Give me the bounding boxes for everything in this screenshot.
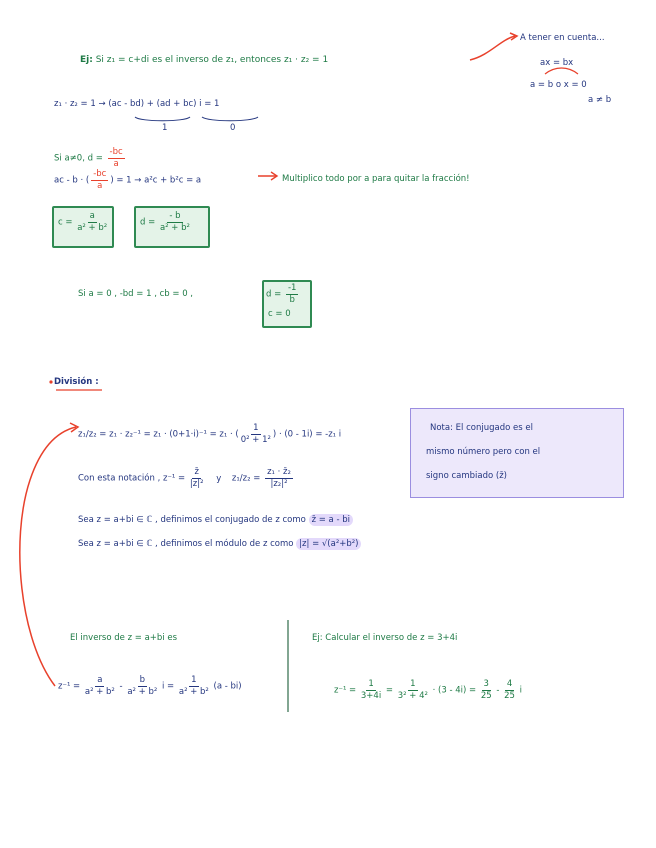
red-arrow-mult-head — [271, 172, 277, 180]
ej2-f4-den: 25 — [504, 690, 515, 701]
ej1-label: Ej: — [80, 55, 93, 65]
inv-minus: - — [119, 681, 123, 692]
inv-end: (a - bi) — [213, 681, 242, 692]
box-case-fraction — [286, 284, 298, 304]
box-c-content — [58, 212, 109, 232]
div-fraction — [241, 424, 271, 444]
ej2-f3-den: 25 — [480, 690, 492, 701]
div-line: z₁/z₂ = z₁ · z₂⁻¹ = z₁ · (0+1·i)⁻¹ = z₁ · ( $\frac{1}{\text{0² + 1²}}$ ) · (0 - 1i) = -z₁ i — [78, 423, 342, 445]
sea2-highlight: |z| = √(a²+b²) — [296, 538, 361, 550]
red-arrow-top-head — [510, 33, 517, 40]
box-c-lhs: c = — [58, 217, 73, 228]
notation-b: z₁/z₂ = — [231, 473, 261, 484]
note-right-title: A tener en cuenta... — [520, 33, 605, 43]
case-a0: Si a = 0 , -bd = 1 , cb = 0 , — [78, 289, 194, 299]
mult-frac-den: a — [97, 180, 103, 191]
cond-frac-num: -bc — [109, 147, 123, 157]
notation-line — [78, 468, 295, 488]
notation-frac1-den: |z|² — [189, 478, 204, 489]
box-c-num: a — [89, 211, 95, 221]
ej2-frac1 — [361, 680, 381, 700]
div-line-end: · (0 - 1i) = -z₁ i — [278, 429, 342, 440]
ej2-frac3 — [481, 680, 492, 700]
note-right-cases: a = b o x = 0 — [530, 80, 587, 90]
division-title: División : — [54, 377, 99, 387]
box-d-den: a² + b² — [159, 222, 190, 233]
ej2-lhs: z⁻¹ = — [334, 685, 357, 696]
box-case-num: -1 — [287, 283, 297, 293]
inv-frac3 — [179, 676, 209, 696]
box-d-content — [140, 212, 192, 232]
notation-a: Con esta notación , z⁻¹ = — [78, 473, 186, 484]
ej2-title: Ej: Calcular el inverso de z = 3+4i — [312, 633, 458, 643]
box-d-num: - b — [169, 211, 181, 221]
under-brace-imag — [202, 117, 258, 121]
inv-frac1 — [85, 676, 115, 696]
box-c-den: a² + b² — [77, 222, 108, 233]
inv-f1-num: a — [97, 675, 103, 685]
ej2-mid: · (3 - 4i) = — [432, 685, 477, 696]
box-d-lhs: d = — [140, 217, 156, 228]
notation-frac2-den: |z₂|² — [270, 478, 288, 489]
inv-f3-den: a² + b² — [178, 686, 209, 697]
cond-line — [54, 148, 127, 168]
red-arrow-top — [470, 36, 515, 60]
div-line-text: z₁/z₂ = z₁ · z₂⁻¹ = z₁ · (0+1·i)⁻¹ = z₁ · — [78, 429, 233, 440]
notation-frac2 — [265, 468, 293, 488]
mult-fraction — [91, 170, 108, 190]
mult-frac-num: -bc — [93, 169, 107, 179]
ej1-text: Si z₁ = c+di es el inverso de z₁, entonces z₁ · z₂ = 1 — [95, 55, 329, 65]
mult-line: ac - b · ( $\frac{-bc}{a}$ ) = 1 → a²c + b²c = a — [54, 169, 202, 191]
inv-line — [58, 676, 242, 696]
note-brace — [545, 68, 578, 74]
notation-y: y — [216, 473, 222, 484]
product-lhs: z₁ · z₂ = 1 → — [54, 99, 106, 109]
nota-line-1: Nota: El conjugado es el — [430, 423, 533, 433]
under-real: 1 — [162, 123, 168, 133]
sea1-highlight: z̄ = a - bi — [309, 514, 353, 526]
box-case-c: c = 0 — [268, 309, 291, 319]
ej2-f4-num: 4 — [506, 679, 513, 689]
inv-lhs: z⁻¹ = — [58, 681, 81, 692]
ej2-frac2 — [398, 680, 428, 700]
mult-line-b: = 1 → a²c + b²c = a — [116, 175, 202, 186]
product-real: (ac - bd) — [108, 99, 145, 109]
sea1-text: Sea z = a+bi ∈ ℂ , definimos el conjugado de z como — [78, 515, 306, 525]
mult-note: Multiplico todo por a para quitar la fracción! — [282, 174, 470, 184]
big-red-arrow — [20, 427, 76, 686]
inv-f2-den: a² + b² — [127, 686, 158, 697]
inv-f3-num: 1 — [191, 675, 197, 685]
division-bullet — [49, 380, 52, 383]
nota-line-3: signo cambiado (z̄) — [426, 471, 507, 481]
ej2-f3-num: 3 — [483, 679, 489, 689]
cond-fraction — [108, 148, 125, 168]
ej2-i: i — [519, 685, 523, 696]
box-case-d-lhs: d = — [266, 289, 282, 300]
inv-f1-den: a² + b² — [84, 686, 115, 697]
under-brace-real — [135, 117, 190, 121]
sea-modulo — [78, 540, 361, 549]
notation-frac2-num: z₁ · z̄₂ — [267, 467, 291, 477]
ej2-frac4 — [504, 680, 515, 700]
notation-frac1 — [190, 468, 204, 488]
note-right-neq: a ≠ b — [588, 95, 612, 105]
ej2-line — [334, 680, 522, 700]
ej2-f2-den: 3² + 4² — [397, 690, 428, 701]
sea2-text: Sea z = a+bi ∈ ℂ , definimos el módulo de z como — [78, 539, 294, 549]
box-d-fraction — [160, 212, 190, 232]
ej1-line — [80, 56, 328, 65]
under-imag: 0 — [230, 123, 236, 133]
div-frac-den: 0² + 1² — [240, 434, 271, 445]
ej2-minus: - — [496, 685, 500, 696]
inv-i-eq: i = — [161, 681, 175, 692]
ej2-eq: = — [385, 685, 394, 696]
div-frac-num: 1 — [253, 423, 259, 433]
nota-line-2: mismo número pero con el — [426, 447, 541, 457]
inv-f2-num: b — [139, 675, 145, 685]
inv-frac2 — [127, 676, 157, 696]
note-right-eq: ax = bx — [540, 58, 574, 68]
cond-frac-den: a — [113, 158, 119, 169]
product-line — [54, 100, 219, 109]
ej2-f2-num: 1 — [410, 679, 416, 689]
notation-frac1-num: z̄ — [194, 467, 199, 477]
sea-conjugado — [78, 516, 353, 525]
ej2-f1-num: 1 — [368, 679, 374, 689]
cond-text: Si a≠0, d = — [54, 153, 103, 164]
big-red-arrow-head — [70, 423, 78, 432]
product-imag: (ad + bc) i = 1 — [156, 99, 220, 109]
ej2-f1-den: 3+4i — [360, 690, 382, 701]
mult-line-a: ac - b · — [54, 175, 84, 186]
box-case-den: b — [289, 294, 295, 305]
product-plus: + — [146, 99, 154, 109]
box-c-fraction — [77, 212, 107, 232]
inv-title: El inverso de z = a+bi es — [70, 633, 178, 643]
box-case-d — [266, 284, 300, 304]
